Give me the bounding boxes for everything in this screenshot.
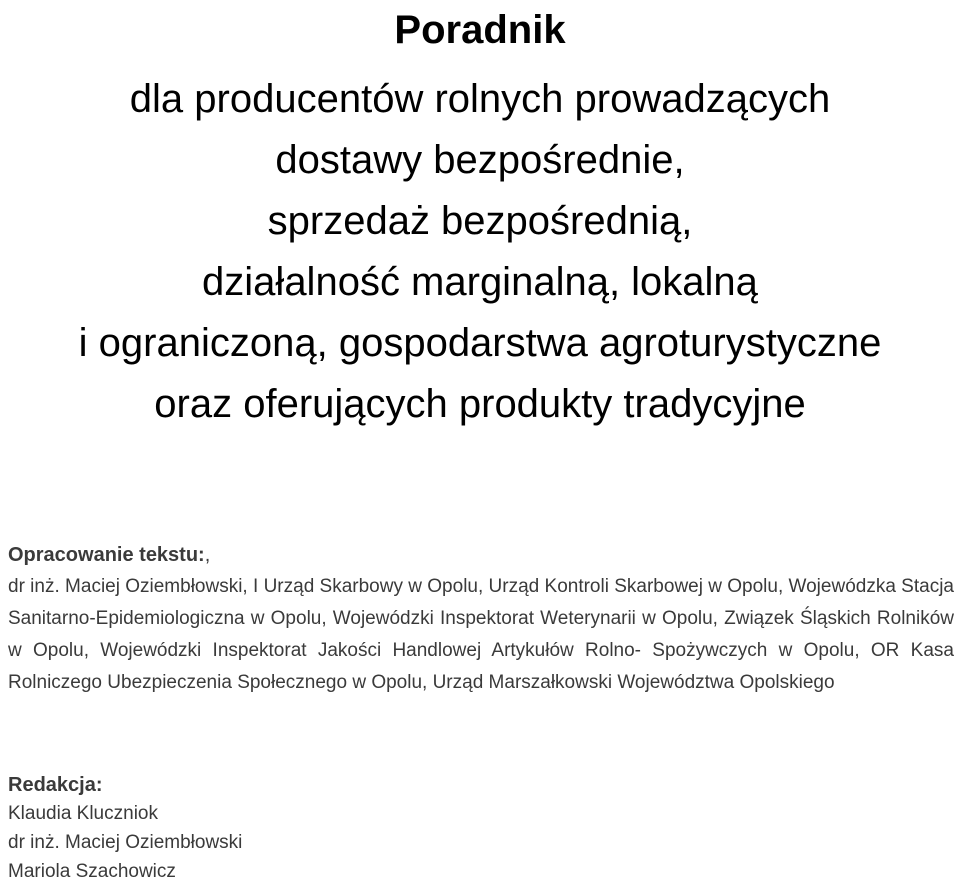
editor-name: Mariola Szachowicz xyxy=(8,861,176,882)
document-title xyxy=(0,0,960,435)
editors-section xyxy=(8,771,242,886)
title-line-poradnik: Poradnik xyxy=(394,8,566,52)
credits-heading-label: Opracowanie tekstu: xyxy=(8,544,205,566)
title-line-2: dla producentów rolnych prowadzących xyxy=(129,77,831,121)
credits-text: dr inż. Maciej Oziembłowski, I Urząd Skarbowy w Opolu, Urząd Kontroli Skarbowej w Opolu, Wojewódzka Stacja Sanitarno-Epidemiologiczna w Opolu, Wojewódzki Inspektorat Weterynarii w Opolu, Związek Śląskich Rolników w Opolu, Wojewódzki Inspektorat Jakości Handlowej Artykułów Rolno- Spożywczych w Opolu, OR Kasa Rolniczego Ubezpieczenia Społecznego w Opolu, Urząd Marszałkowski Województwa Opolskiego xyxy=(8,576,954,693)
credits-section xyxy=(8,541,954,699)
credits-heading-suffix: , xyxy=(204,544,211,566)
title-line-4: sprzedaż bezpośrednią, xyxy=(267,199,693,243)
title-line-5: działalność marginalną, lokalną xyxy=(202,260,758,304)
editor-name: Klaudia Kluczniok xyxy=(8,803,158,824)
title-line-3: dostawy bezpośrednie, xyxy=(275,138,685,182)
editors-heading: Redakcja: xyxy=(8,774,103,796)
credits-heading xyxy=(8,541,954,569)
editors-list xyxy=(8,799,242,886)
title-line-7: oraz oferujących produkty tradycyjne xyxy=(154,382,806,426)
title-line-6: i ograniczoną, gospodarstwa agroturystyczne xyxy=(78,321,882,365)
editor-name: dr inż. Maciej Oziembłowski xyxy=(8,832,243,853)
